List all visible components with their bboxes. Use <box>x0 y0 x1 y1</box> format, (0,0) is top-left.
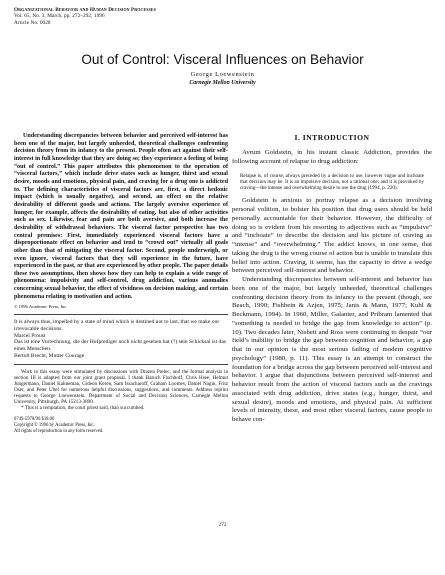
block-quote: Relapse is, of course, always preceded by a decision to use, however vague and inchoate that decision may be. It is an impulsive decision, not a rational one; and it is provoked by craving—the intense and overwhelming desire to use the drug (1994, p. 220). <box>240 172 424 192</box>
journal-header <box>14 7 314 26</box>
author-name: George Loewenstein <box>190 71 255 78</box>
section-heading: I. INTRODUCTION <box>294 133 370 142</box>
body-paragraph-1: Goldstein is anxious to portray relapse as a decision involving personal volition, to bolster his position that drug users should be held personally accountable for their behavior. However, the difficulty of doing so is evident from his resorting to adjectives such as “impulsive” and “inchoate” to describe the decision and his picture of craving as “intense” and “overwhelming.” The addict knows, in one sense, that taking the drug is the wrong course of action but is unable to translate this belief into action. Craving, it seems, has the capacity to drive a wedge between perceived self-interest and behavior. <box>232 197 432 275</box>
epigraph-quote-2: Das ist eine Vorrechnung, die der Hofprediger noch nicht gesehen hat (?) sein Schicksal ist das eines Menschen. <box>14 339 226 353</box>
divider <box>14 314 228 315</box>
epigraph-quote-1: It is always thus, impelled by a state of mind which is destined not to last, that we make our irrevocable decisions. <box>14 318 220 332</box>
acknowledgement-footnote: Work in this essay were stimulated by discussions with Drazen Prelec, and the formal analysis in section III is adapted from our joint grant proposal. I thank Baruch Fischhoff, Chris Hsee, Helmut Jungermann, Daniel Kahneman, Gideon Keren, Sam Issacharoff, Graham Loomes, Daniel Nagin, Fritz Oser, and Peter Ubel for numerous helpful discussions, suggestions, and comments. Address reprint requests to George Loewenstein, Department of Social and Decision Sciences, Carnegie Mellon University, Pittsburgh, PA 15213-3890. <box>14 368 228 405</box>
abstract-copyright: © 1996 Academic Press, Inc. <box>14 304 68 310</box>
right-column <box>232 133 432 425</box>
intro-paragraph: Avrum Goldstein, in his instant classic Addiction, provides the following account of relapse to drug addiction: <box>232 149 432 165</box>
divider <box>14 364 228 365</box>
epigraph <box>14 319 228 360</box>
publication-info <box>14 417 228 434</box>
issn-price: 0749-5978/96 $18.00 <box>14 417 55 423</box>
article-number: Article No. 0028 <box>14 19 51 26</box>
epigraph-attribution-1: Marcel Proust <box>14 332 46 339</box>
journal-volume-line: Vol. 65, No. 3, March, pp. 272–292, 1996 <box>14 13 105 20</box>
publisher-copyright: Copyright © 1996 by Academic Press, Inc. <box>14 422 95 428</box>
left-column <box>14 133 228 434</box>
author-affiliation: Carnegie Mellon University <box>189 80 256 86</box>
star-footnote: * This is a temptation, the court priest said, than succumbed. <box>21 405 145 411</box>
epigraph-attribution-2: Bertolt Brecht, Mutter Courage <box>14 352 85 359</box>
abstract: Understanding discrepancies between behavior and perceived self-interest has been one of the major, but largely unheeded, theoretical challenges confronting decision theory from its infancy to the present. People often act against their self-interest in full knowledge that they are doing so; they experience a feeling of being “out of control.” This paper attributes this phenomenon to the operation of “visceral factors,” which include drive states such as hunger, thirst and sexual desire, moods and emotions, physical pain, and craving for a drug one is addicted to. The defining characteristics of visceral factors are, first, a direct hedonic impact (which is usually negative), and second, an effect on the relative desirability of different goods and actions. The largely aversive experience of hunger, for example, affects the desirability of eating, but also of other activities such as sex. Likewise, fear and pain are both aversive, and both increase the desirability of withdrawal behaviors. The visceral factor perspective has two central premises: First, immediately experienced visceral factors have a disproportionate effect on behavior and tend to “crowd out” virtually all goals other than that of mitigating the visceral factor. Second, people underweigh, or even ignore, visceral factors that they will experience in the future, have experienced in the past, or that are experienced by other people. The paper details these two assumptions, then shows how they can help to explain a wide range of phenomena: impulsivity and self-control, drug addiction, various anomalies concerning sexual behavior, the effect of vividness on decision making, and certain phenomena relating to motivation and action. <box>14 133 228 300</box>
paper-title: Out of Control: Visceral Influences on Behavior <box>81 52 364 67</box>
page-number: 272 <box>218 522 227 528</box>
rights-statement: All rights of reproduction in any form reserved. <box>14 428 104 434</box>
journal-name: Organizational Behavior and Human Decision Processes <box>14 7 157 13</box>
body-paragraph-2: Understanding discrepancies between self-interest and behavior has been one of the major, but largely unheeded, theoretical challenges confronting decision theory from its infancy to the present (though, see Beach, 1990; Fishbein & Azjen, 1975; Janis & Mann, 1977; Kuhl & Beckmann, 1994). In 1960, Miller, Galanter, and Pribram lamented that “something is needed to bridge the gap from knowledge to action” (p. 10). Two decades later, Nisbett and Ross were continuing to despair “our field’s inability to bridge the gap between cognition and behavior, a gap that in our opinion is the most serious failing of modern cognitive psychology” (1980, p. 11). This essay is an attempt to construct the foundation for a bridge across the gap between perceived self-interest and behavior. I argue that disjunctions between perceived self-interest and behavior result from the action of visceral factors such as the cravings associated with drug addiction, drive states (e.g., hunger, thirst, and sexual desire), moods and emotions, and physical pain. At sufficient levels of intensity, these, and most other visceral factors, cause people to behave con- <box>232 276 432 424</box>
